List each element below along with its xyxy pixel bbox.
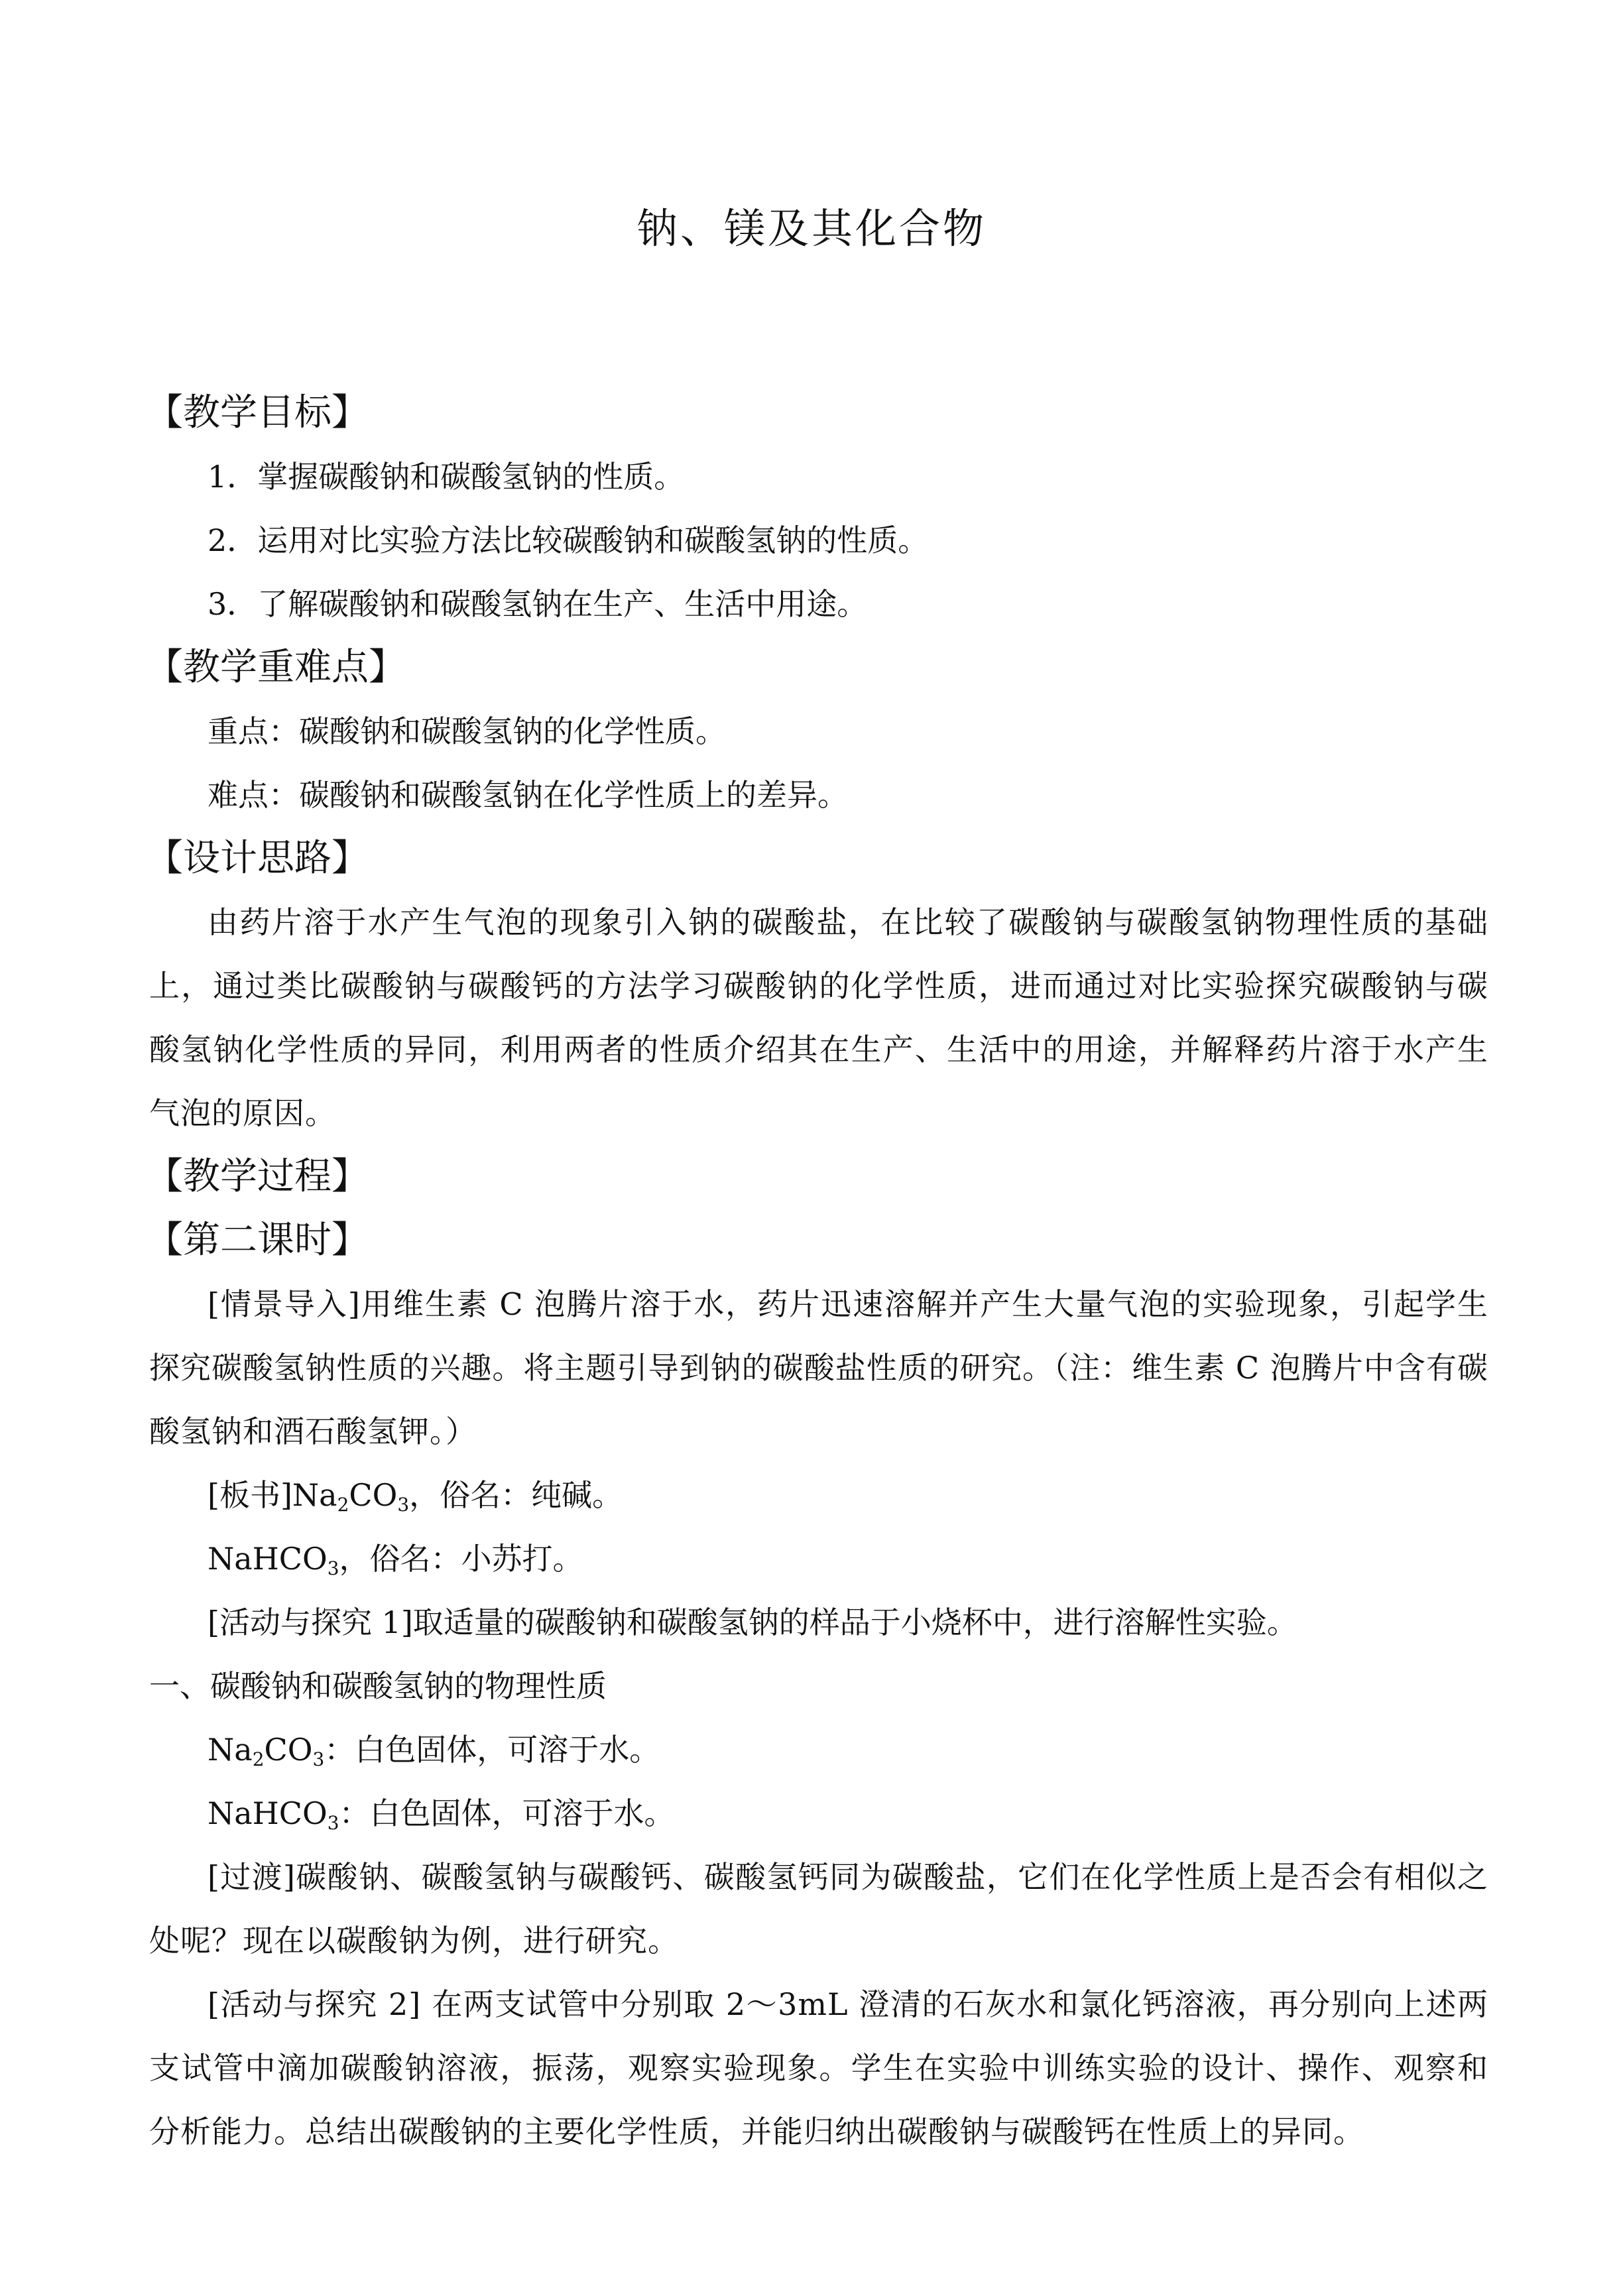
physical-property-sodium-carbonate (149, 1718, 1488, 1782)
physical-property-sodium-bicarbonate (149, 1782, 1488, 1845)
intro-paragraph: [情景导入]用维生素 C 泡腾片溶于水，药片迅速溶解并产生大量气泡的实验现象，引起学生探究碳酸氢钠性质的兴趣。将主题引导到钠的碳酸盐性质的研究。（注：维生素 C 泡腾片中含有碳酸氢钠和酒石酸氢钾。） (149, 1286, 1488, 1449)
activity-1: [活动与探究 1]取适量的碳酸钠和碳酸氢钠的样品于小烧杯中，进行溶解性实验。 (208, 1604, 1297, 1640)
transition-paragraph: [过渡]碳酸钠、碳酸氢钠与碳酸钙、碳酸氢钙同为碳酸盐，它们在化学性质上是否会有相似之处呢？现在以碳酸钠为例，进行研究。 (149, 1859, 1488, 1959)
document-title: 钠、镁及其化合物 (636, 204, 987, 253)
goal-item: 1．掌握碳酸钠和碳酸氢钠的性质。 (208, 459, 685, 495)
formula-text: NaHCO (208, 1541, 328, 1577)
physical-properties-heading: 一、碳酸钠和碳酸氢钠的物理性质 (149, 1668, 607, 1704)
board-note-sodium-carbonate (149, 1463, 1488, 1527)
key-point: 重点：碳酸钠和碳酸氢钠的化学性质。 (208, 713, 726, 749)
goal-item: 3．了解碳酸钠和碳酸氢钠在生产、生活中用途。 (208, 586, 868, 622)
formula-subscript: 2 (337, 1494, 349, 1516)
difficult-point: 难点：碳酸钠和碳酸氢钠在化学性质上的差异。 (208, 777, 848, 813)
lesson-heading: 【第二课时】 (146, 1219, 369, 1262)
design-heading: 【设计思路】 (146, 837, 369, 880)
key-points-heading: 【教学重难点】 (146, 646, 406, 689)
goal-item: 2．运用对比实验方法比较碳酸钠和碳酸氢钠的性质。 (208, 522, 929, 558)
formula-text: CO (349, 1477, 398, 1513)
formula-description: ，俗名：纯碱。 (409, 1477, 623, 1513)
activity-2-paragraph: [活动与探究 2] 在两支试管中分别取 2～3mL 澄清的石灰水和氯化钙溶液，再分别向上述两支试管中滴加碳酸钠溶液，振荡，观察实验现象。学生在实验中训练实验的设计、操作、观察和分析能力。总结出碳酸钠的主要化学性质，并能归纳出碳酸钠与碳酸钙在性质上的异同。 (149, 1986, 1488, 2149)
goals-heading: 【教学目标】 (146, 391, 369, 434)
formula-description: ：白色固体，可溶于水。 (324, 1732, 660, 1768)
design-paragraph: 由药片溶于水产生气泡的现象引入钠的碳酸盐，在比较了碳酸钠与碳酸氢钠物理性质的基础上，通过类比碳酸钠与碳酸钙的方法学习碳酸钠的化学性质，进而通过对比实验探究碳酸钠与碳酸氢钠化学性质的异同，利用两者的性质介绍其在生产、生活中的用途，并解释药片溶于水产生气泡的原因。 (149, 904, 1488, 1131)
formula-text: NaHCO (208, 1795, 328, 1831)
formula-text: [板书]Na (208, 1477, 337, 1513)
process-heading: 【教学过程】 (146, 1155, 369, 1198)
formula-subscript: 3 (327, 1557, 339, 1579)
formula-text: Na (208, 1732, 253, 1768)
formula-subscript: 2 (252, 1748, 265, 1770)
formula-subscript: 3 (397, 1494, 410, 1516)
formula-description: ，俗名：小苏打。 (339, 1541, 583, 1577)
formula-description: ：白色固体，可溶于水。 (339, 1795, 675, 1831)
document-body (146, 381, 1488, 2163)
formula-text: CO (264, 1732, 313, 1768)
board-note-sodium-bicarbonate (149, 1527, 1488, 1591)
formula-subscript: 3 (312, 1748, 325, 1770)
formula-subscript: 3 (327, 1812, 339, 1834)
